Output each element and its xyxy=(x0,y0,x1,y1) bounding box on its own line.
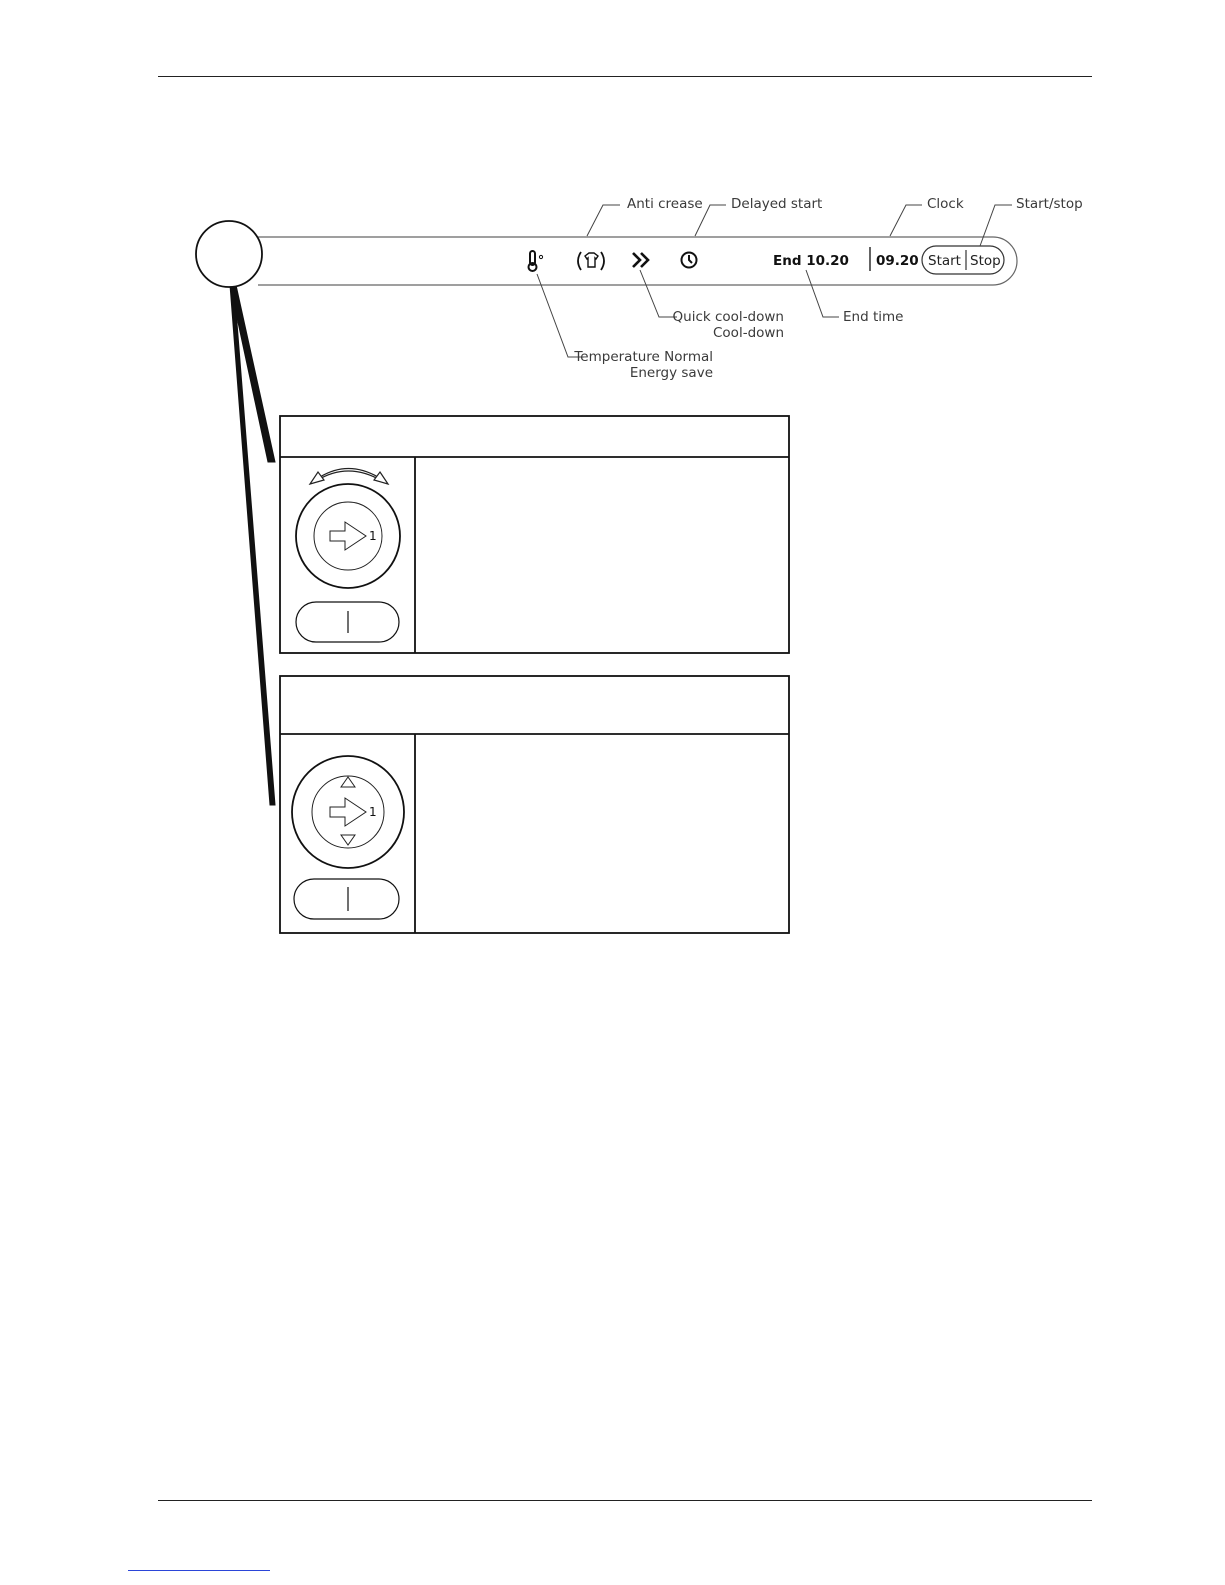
figure-box-push-knob xyxy=(280,676,789,933)
callout-energy-save: Energy save xyxy=(629,365,713,381)
figure-box-rotary-knob xyxy=(280,416,789,653)
start-stop-button[interactable] xyxy=(922,246,1004,274)
knob-arrow-icon xyxy=(330,798,366,826)
quick-cool-down-icon xyxy=(633,253,648,267)
footer-rule xyxy=(158,1500,1092,1501)
start-label: Start xyxy=(928,253,961,269)
push-button-2[interactable] xyxy=(294,879,399,919)
clock-display: 09.20 xyxy=(876,253,919,269)
panel-magnifier-circle xyxy=(196,221,262,287)
callout-anti-crease: Anti crease xyxy=(627,196,703,212)
end-time-display: End 10.20 xyxy=(773,253,849,269)
callout-end-time: End time xyxy=(843,309,904,325)
anti-crease-icon xyxy=(578,252,604,270)
thermometer-icon xyxy=(529,251,543,271)
up-triangle-icon xyxy=(341,777,355,787)
callout-cool-down: Cool-down xyxy=(713,325,784,341)
footer-link-underline[interactable] xyxy=(128,1570,270,1571)
callout-delayed-start: Delayed start xyxy=(731,196,823,212)
knob-number-label: 1 xyxy=(369,805,377,819)
rotary-knob-outer[interactable] xyxy=(296,484,400,588)
knob-arrow-icon xyxy=(330,522,366,550)
callout-clock: Clock xyxy=(927,196,964,212)
callout-quick-cool-down: Quick cool-down xyxy=(672,309,784,325)
pointer-lines xyxy=(230,285,275,805)
stop-label: Stop xyxy=(970,253,1001,269)
callout-temperature-normal: Temperature Normal xyxy=(574,349,713,365)
knob-number-label: 1 xyxy=(369,529,377,543)
down-triangle-icon xyxy=(341,835,355,845)
rotate-arrows-icon xyxy=(310,469,388,485)
push-knob-outer[interactable] xyxy=(292,756,404,868)
callout-start-stop: Start/stop xyxy=(1016,196,1083,212)
delayed-start-clock-icon xyxy=(682,253,697,268)
